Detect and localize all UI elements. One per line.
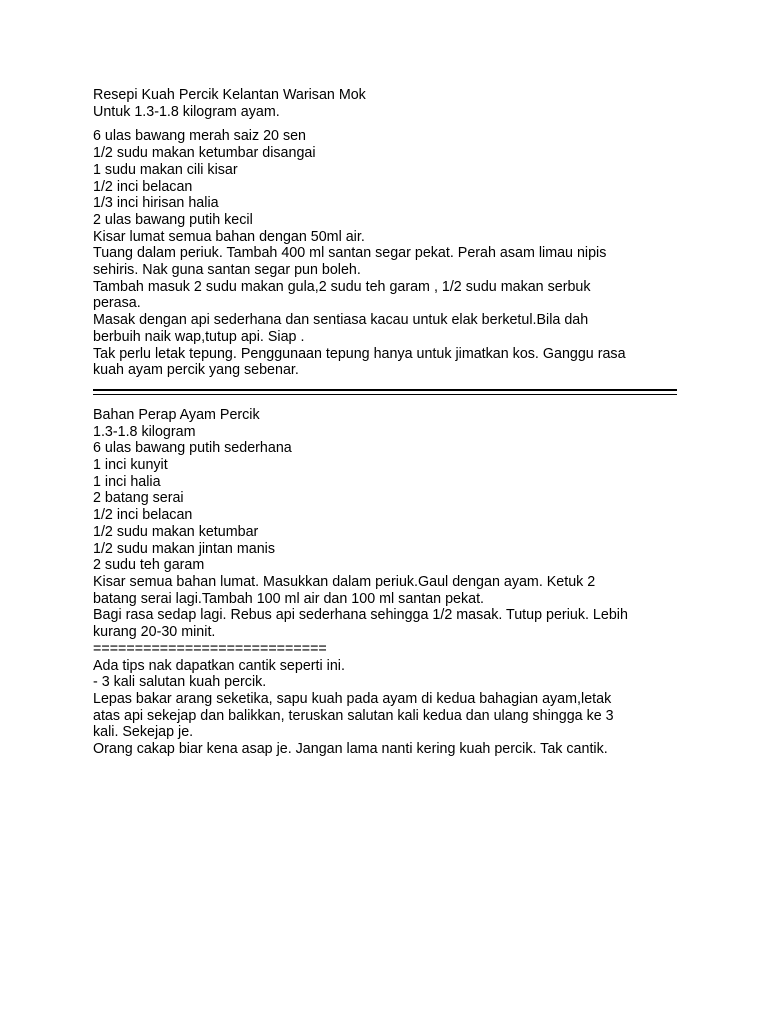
- marinade-text-line: ============================: [93, 640, 327, 657]
- marinade-text-line: - 3 kali salutan kuah percik.: [93, 674, 267, 691]
- recipe-subtitle: Untuk 1.3-1.8 kilogram ayam.: [93, 103, 280, 120]
- marinade-text-line: 6 ulas bawang putih sederhana: [93, 440, 292, 457]
- marinade-text-line: 1/2 inci belacan: [93, 507, 193, 524]
- marinade-text-line: 1 inci kunyit: [93, 457, 168, 474]
- recipe-text-line: kuah ayam percik yang sebenar.: [93, 362, 299, 379]
- marinade-text-line: Bagi rasa sedap lagi. Rebus api sederhana sehingga 1/2 masak. Tutup periuk. Lebih: [93, 607, 628, 624]
- recipe-text-line: 1/2 inci belacan: [93, 178, 193, 195]
- marinade-text-line: kurang 20-30 minit.: [93, 624, 216, 641]
- recipe-text-line: Masak dengan api sederhana dan sentiasa kacau untuk elak berketul.Bila dah: [93, 312, 589, 329]
- marinade-text-line: 1/2 sudu makan jintan manis: [93, 540, 275, 557]
- recipe-text-line: sehiris. Nak guna santan segar pun boleh.: [93, 262, 361, 279]
- marinade-text-line: 2 sudu teh garam: [93, 557, 205, 574]
- marinade-text-line: Lepas bakar arang seketika, sapu kuah pada ayam di kedua bahagian ayam,letak: [93, 690, 612, 707]
- marinade-instructions: [93, 424, 677, 758]
- marinade-text-line: 1/2 sudu makan ketumbar: [93, 523, 259, 540]
- recipe-text-line: 1/2 sudu makan ketumbar disangai: [93, 145, 316, 162]
- marinade-text-line: Ada tips nak dapatkan cantik seperti ini.: [93, 657, 345, 674]
- marinade-title: Bahan Perap Ayam Percik: [93, 406, 260, 423]
- marinade-text-line: 1 inci halia: [93, 473, 161, 490]
- marinade-text-line: Orang cakap biar kena asap je. Jangan lama nanti kering kuah percik. Tak cantik.: [93, 741, 608, 758]
- recipe-text-line: Kisar lumat semua bahan dengan 50ml air.: [93, 228, 365, 245]
- recipe-text-line: Tambah masuk 2 sudu makan gula,2 sudu teh garam , 1/2 sudu makan serbuk: [93, 278, 591, 295]
- recipe-text-line: Tak perlu letak tepung. Penggunaan tepung hanya untuk jimatkan kos. Ganggu rasa: [93, 345, 626, 362]
- kuah-percik-instructions: [93, 128, 677, 379]
- recipe-text-line: 6 ulas bawang merah saiz 20 sen: [93, 128, 306, 145]
- marinade-text-line: atas api sekejap dan balikkan, teruskan salutan kali kedua dan ulang shingga ke 3: [93, 707, 614, 724]
- document-content: [93, 87, 677, 758]
- recipe-text-line: berbuih naik wap,tutup api. Siap .: [93, 328, 305, 345]
- recipe-text-line: 1/3 inci hirisan halia: [93, 195, 219, 212]
- recipe-text-line: Tuang dalam periuk. Tambah 400 ml santan segar pekat. Perah asam limau nipis: [93, 245, 607, 262]
- marinade-text-line: Kisar semua bahan lumat. Masukkan dalam periuk.Gaul dengan ayam. Ketuk 2: [93, 573, 596, 590]
- paragraph-spacer: [93, 120, 677, 128]
- marinade-text-line: kali. Sekejap je.: [93, 724, 194, 741]
- recipe-title: Resepi Kuah Percik Kelantan Warisan Mok: [93, 87, 366, 103]
- recipe-text-line: perasa.: [93, 295, 141, 312]
- section-divider: [93, 389, 677, 395]
- marinade-text-line: batang serai lagi.Tambah 100 ml air dan 100 ml santan pekat.: [93, 590, 485, 607]
- recipe-text-line: 1 sudu makan cili kisar: [93, 161, 238, 178]
- recipe-text-line: 2 ulas bawang putih kecil: [93, 211, 253, 228]
- marinade-text-line: 2 batang serai: [93, 490, 184, 507]
- marinade-text-line: 1.3-1.8 kilogram: [93, 423, 196, 440]
